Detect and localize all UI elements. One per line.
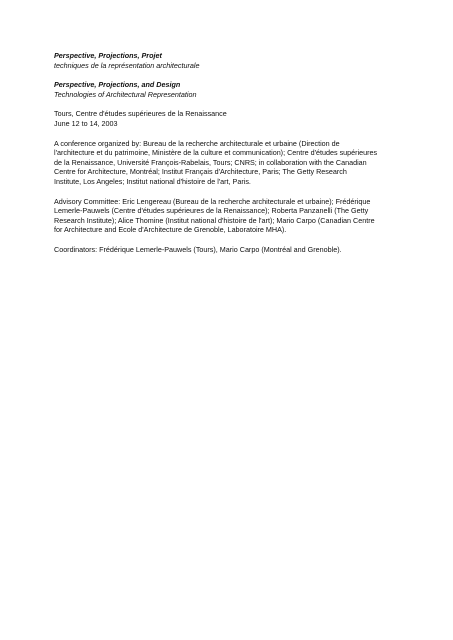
committee-line: Lemerle-Pauwels (Centre d'études supérieures de la Renaissance); Roberta Panzanelli (The Getty (54, 206, 369, 216)
organizers-paragraph (54, 139, 406, 187)
french-title-block (54, 51, 406, 70)
committee-line: for Architecture and Ecole d'Architecture de Grenoble, Laboratoire MHA). (54, 225, 287, 235)
coordinators-line: Coordinators: Frédérique Lemerle-Pauwels (Tours), Mario Carpo (Montréal and Grenoble). (54, 244, 342, 254)
english-subtitle: Technologies of Architectural Representation (54, 89, 197, 99)
venue-dates: June 12 to 14, 2003 (54, 118, 118, 128)
organizers-line: Centre for Architecture, Montréal; Institut Français d'Architecture, Paris; The Getty Research (54, 167, 347, 177)
coordinators-paragraph (54, 245, 406, 255)
french-title: Perspective, Projections, Projet (54, 51, 162, 60)
organizers-line: Institute, Los Angeles; Institut national d'histoire de l'art, Paris. (54, 176, 251, 186)
english-title-block (54, 80, 406, 99)
venue-place: Tours, Centre d'études supérieures de la Renaissance (54, 109, 227, 119)
organizers-line: de la Renaissance, Université François-Rabelais, Tours; CNRS; in collaboration with the Canadian (54, 157, 367, 167)
english-title: Perspective, Projections, and Design (54, 80, 181, 90)
document-content (54, 51, 406, 265)
advisory-committee-paragraph (54, 197, 406, 235)
organizers-line: l'architecture et du patrimoine, Ministère de la culture et communication); Centre d'études supérieures (54, 148, 378, 158)
committee-line: Research Institute); Alice Thomine (Institut national d'histoire de l'art); Mario Carpo (Canadian Centre (54, 215, 375, 225)
organizers-line: A conference organized by: Bureau de la recherche architecturale et urbaine (Direction de (54, 138, 340, 148)
french-subtitle: techniques de la représentation architecturale (54, 60, 200, 70)
venue-block (54, 109, 406, 128)
committee-line: Advisory Committee: Eric Lengereau (Bureau de la recherche architecturale et urbaine); Frédérique (54, 196, 371, 206)
